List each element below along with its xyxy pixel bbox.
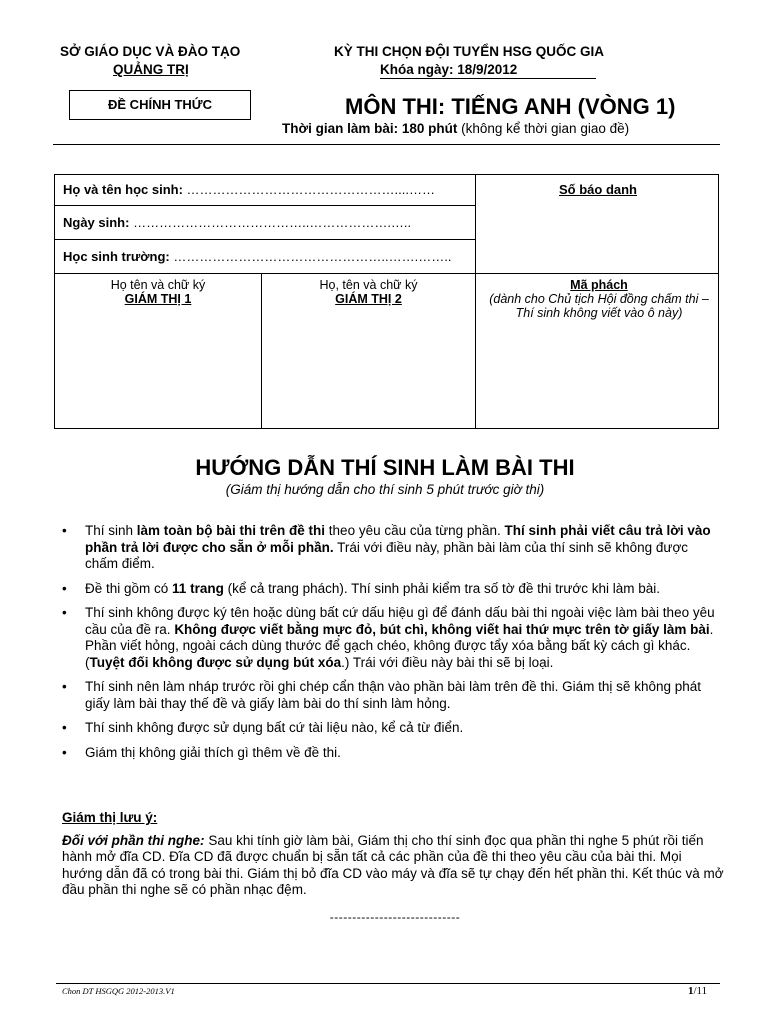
list-item [62, 720, 724, 737]
table-vertical-divider-main [475, 175, 476, 428]
bullet-icon: • [62, 580, 67, 596]
duration-bold: Thời gian làm bài: 180 phút [282, 121, 458, 136]
page-total: /11 [693, 985, 708, 997]
examiner-1-title: GIÁM THỊ 1 [124, 292, 192, 306]
official-exam-badge: ĐỀ CHÍNH THỨC [69, 90, 251, 120]
list-item-text: Trái với điều này, phần bài làm của thí sinh sẽ không được chấm điểm. [85, 539, 689, 571]
listening-label: Đối với phần thi nghe: [62, 832, 205, 848]
student-name-field[interactable] [63, 182, 435, 197]
exam-name: KỲ THI CHỌN ĐỘI TUYỂN HSG QUỐC GIA [334, 44, 605, 59]
department-name: SỞ GIÁO DỤC VÀ ĐÀO TẠO [60, 44, 241, 59]
header-divider [53, 144, 720, 145]
list-item-text: Đề thi gồm có [85, 580, 173, 596]
list-item [62, 605, 724, 671]
footer-divider [56, 983, 720, 984]
exam-date-text: Khóa ngày: 18/9/2012 [380, 62, 518, 77]
list-item [62, 679, 724, 712]
secret-code-note: (dành cho Chủ tịch Hội đồng chấm thi – Thí sinh không viết vào ô này) [489, 292, 709, 320]
examiner-1-caption: Họ tên và chữ ký [110, 278, 206, 292]
bullet-icon: • [62, 679, 67, 694]
duration-note: (không kể thời gian giao đề) [461, 121, 630, 136]
dob-label: Ngày sinh: [63, 215, 130, 230]
bullet-icon: • [62, 605, 67, 620]
student-name-dots: …………………………………………....…… [186, 182, 435, 197]
candidate-number-label: Số báo danh [559, 182, 637, 197]
list-item-text: Giám thị không giải thích gì thêm về đề thi. [85, 744, 341, 760]
page-number [688, 985, 707, 997]
list-item [62, 581, 724, 598]
examiner-2-caption: Họ, tên và chữ ký [319, 278, 418, 292]
subject-round: (VÒNG 1) [577, 94, 676, 119]
school-field[interactable] [63, 249, 451, 264]
guide-subtitle: (Giám thị hướng dẫn cho thí sinh 5 phút trước giờ thi) [225, 482, 545, 497]
student-name-label: Họ và tên học sinh: [63, 182, 183, 197]
list-item-text: Thí sinh [85, 523, 137, 538]
examiner-2-cell[interactable] [262, 278, 475, 306]
list-item-text: (kể cả trang phách). Thí sinh phải kiểm tra số tờ đề thi trước khi làm bài. [223, 580, 661, 596]
dob-dots: …………………………………..……………….….. [133, 215, 412, 230]
secret-code-title: Mã phách [570, 278, 628, 292]
examiner-1-cell[interactable] [55, 278, 261, 306]
subject-title [345, 94, 675, 120]
list-item-emphasis: Không được viết bằng mực đỏ, bút chì, không viết hai thứ mực trên tờ giấy làm bài [174, 621, 710, 637]
secret-code-cell [480, 278, 718, 320]
list-item-text: .) Trái với điều này bài thi sẽ bị loại. [341, 654, 554, 670]
exam-duration [282, 121, 629, 136]
listening-text: Sau khi tính giờ làm bài, Giám thị cho thí sinh đọc qua phần thi nghe 5 phút rồi tiến hành mở đĩa CD. Đĩa CD đã được chuẩn bị sẵn tất cả các phần của đề thi theo yêu cầu của bài thi. Mọi hướng dẫn đã có trong bài thi. Giám thị bỏ đĩa CD vào máy và đĩa sẽ tự chạy đến hết phần thi. Kết thúc và mở đầu phần thi nghe sẽ có phần nhạc đệm. [62, 832, 724, 897]
province-name: QUẢNG TRỊ [113, 62, 189, 77]
list-item-text: Thí sinh không được sử dụng bất cứ tài liệu nào, kể cả từ điển. [85, 720, 464, 735]
list-item-emphasis: Tuyệt đối không được sử dụng bút xóa [89, 654, 342, 670]
list-item-text: Thí sinh không được ký tên hoặc dùng bất cứ dấu hiệu gì để đánh dấu bài thi ngoài việc làm bài theo yêu cầu của đề ra. [85, 605, 715, 637]
list-item-emphasis: Thí sinh phải viết câu trả lời vào phần trả lời được cho sẵn ở mỗi phần. [85, 523, 711, 555]
subject-main: MÔN THI: TIẾNG ANH [345, 94, 572, 119]
notes-heading: Giám thị lưu ý: [62, 810, 158, 825]
guide-title: HƯỚNG DẪN THÍ SINH LÀM BÀI THI [195, 455, 575, 480]
list-item-text: . Phần viết hỏng, ngoài cách dùng thước để gạch chéo, không được tẩy xóa bằng bất kỳ cách gì khác. ( [85, 621, 714, 670]
bullet-icon: • [62, 744, 67, 760]
bullet-icon: • [62, 720, 67, 735]
table-row-divider [55, 205, 475, 206]
document-code: Chon DT HSGQG 2012-2013.V1 [62, 986, 175, 996]
student-info-table [54, 174, 719, 429]
section-end-dashes: ----------------------------- [329, 910, 461, 924]
list-item-emphasis: 11 trang [172, 580, 224, 596]
table-row-divider [55, 239, 475, 240]
table-row-divider [55, 273, 718, 274]
bullet-icon: • [62, 523, 67, 538]
exam-date [380, 62, 596, 79]
instruction-list [62, 523, 724, 769]
list-item [62, 745, 724, 762]
list-item-text: theo yêu cầu của từng phần. [325, 523, 505, 538]
list-item-emphasis: làm toàn bộ bài thi trên đề thi [136, 523, 326, 538]
list-item [62, 523, 724, 573]
page-current: 1 [688, 985, 694, 997]
examiner-notes [62, 810, 724, 899]
school-dots: …………………………………………..…….…….. [173, 249, 452, 264]
listening-note [62, 833, 724, 899]
date-of-birth-field[interactable] [63, 215, 411, 230]
list-item-text: Thí sinh nên làm nháp trước rồi ghi chép cẩn thận vào phần bài làm trên đề thi. Giám thị sẽ không phát giấy làm bài thay thế đề và giấy làm bài do thí sinh làm hỏng. [85, 679, 701, 711]
school-label: Học sinh trường: [63, 249, 170, 264]
examiner-2-title: GIÁM THỊ 2 [335, 292, 402, 306]
